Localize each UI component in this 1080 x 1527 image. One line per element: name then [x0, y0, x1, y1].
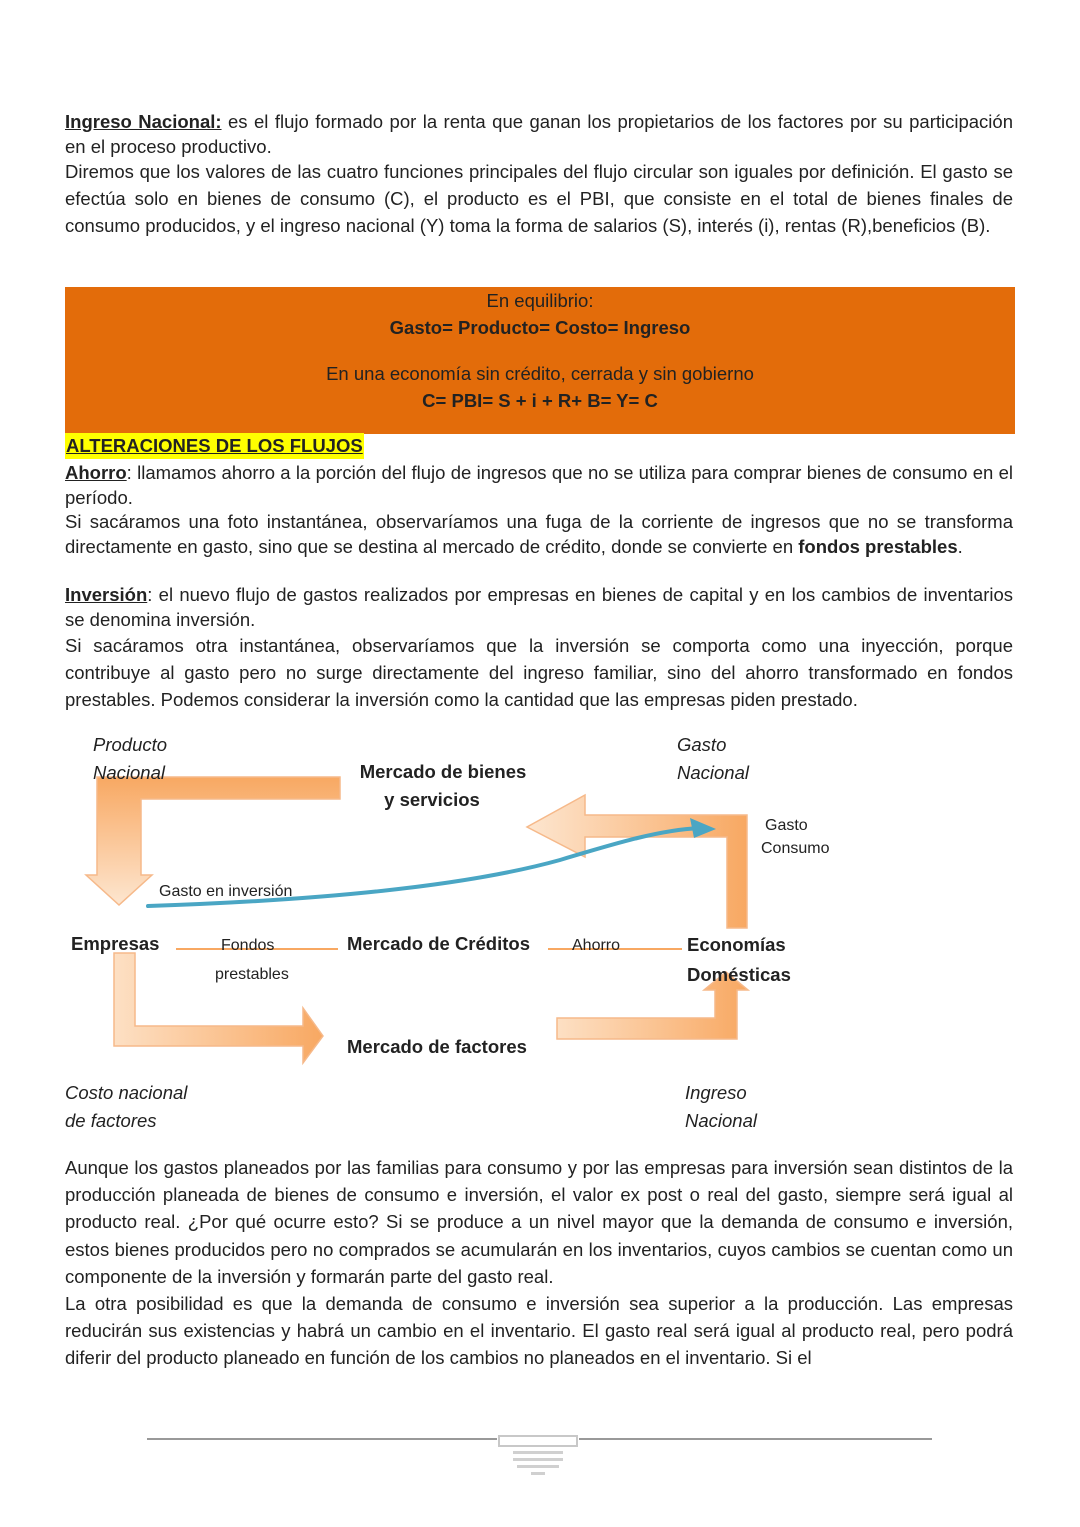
- equilibrium-formula: Gasto= Producto= Costo= Ingreso: [389, 317, 691, 338]
- prestables-label: prestables: [215, 966, 289, 983]
- footer-line-right: [579, 1438, 932, 1440]
- ingreso-nacional-definition: es el flujo formado por la renta que ganan los propietarios de los factores por su participación en el proceso productivo.: [65, 111, 1013, 157]
- section-heading: ALTERACIONES DE LOS FLUJOS: [65, 433, 364, 459]
- fondos-prestables-term: fondos prestables: [798, 535, 958, 557]
- ingreso-nacional-term: Ingreso Nacional:: [65, 111, 222, 132]
- gasto-consumo-label: Gasto Consumo: [761, 817, 830, 857]
- closing-paragraph-1: Aunque los gastos planeados por las familias para consumo y por las empresas para inversión sean distintos de la producción planeada de bienes de consumo e inversión, el valor ex post o real del gasto, siempre será igual al producto real. ¿Por qué ocurre esto? Si se produce a un nivel mayor que la demanda de consumo e inversión, estos bienes producidos pero no comprados se acumularán en los inventarios, cuyos cambios se cuentan como un componente de la inversión y formarán parte del gasto real.: [65, 1157, 1013, 1287]
- costo-nacional-label: Costo nacional de factores: [65, 1082, 188, 1131]
- fondos-label: Fondos: [221, 937, 275, 954]
- economias-domesticas-label: Economías Domésticas: [687, 934, 791, 985]
- economy-formula: C= PBI= S + i + R+ B= Y= C: [422, 390, 658, 411]
- intro-body: Diremos que los valores de las cuatro funciones principales del flujo circular son iguales por definición. El gasto se efectúa solo en bienes de consumo (C), el producto es el PBI, que consiste en el total de bienes finales de consumo producidos, y el ingreso nacional (Y) toma la forma de salarios (S), interés (i), rentas (R),beneficios (B).: [65, 161, 1013, 236]
- inversion-term: Inversión: [65, 584, 148, 605]
- ahorro-body-start: Si sacáramos una foto instantánea, observaríamos una fuga de la corriente de ingresos que no se transforma directamente en gasto, sino que se destina al mercado de crédito, donde se convierte en: [65, 511, 1013, 557]
- inversion-body-paragraph: Si sacáramos otra instantánea, observaríamos que la inversión se comporta como una inyección, porque contribuye al gasto pero no surge directamente del ingreso familiar, sino del ahorro transformado en fondos prestables. Podemos considerar la inversión como la cantidad que las empresas piden prestado.: [65, 635, 1013, 710]
- ahorro-term: Ahorro: [65, 462, 127, 483]
- mercado-bienes-label: Mercado de bienes y servicios: [359, 761, 527, 810]
- mercado-creditos-label: Mercado de Créditos: [347, 933, 530, 954]
- gasto-nacional-label: Gasto Nacional: [677, 734, 749, 783]
- producto-nacional-label: Producto Nacional: [93, 734, 168, 783]
- ahorro-body-end: .: [957, 535, 963, 557]
- inversion-definition: : el nuevo flujo de gastos realizados por empresas en bienes de capital y en los cambios de inventarios se denomina inversión.: [65, 584, 1013, 630]
- ahorro-label: Ahorro: [572, 937, 621, 954]
- footer-line-left: [147, 1438, 497, 1440]
- closing-paragraph-2: La otra posibilidad es que la demanda de consumo e inversión sea superior a la producción. Las empresas reducirán sus existencias y habrá un cambio en el inventario. El gasto real será igual al producto real, pero podrá diferir del producto planeado en función de los cambios no planeados en el inventario. Si el: [65, 1293, 1013, 1369]
- equilibrium-label: En equilibrio:: [486, 290, 594, 311]
- mercado-factores-label: Mercado de factores: [347, 1036, 527, 1057]
- empresas-label: Empresas: [71, 933, 160, 954]
- ingreso-nacional-diagram-label: Ingreso Nacional: [685, 1082, 757, 1131]
- gasto-inversion-label: Gasto en inversión: [159, 883, 293, 900]
- footer-logo-icon: [497, 1433, 579, 1477]
- ahorro-definition: : llamamos ahorro a la porción del flujo de ingresos que no se utiliza para comprar bienes de consumo en el período.: [65, 462, 1013, 508]
- economy-condition: En una economía sin crédito, cerrada y sin gobierno: [326, 363, 754, 384]
